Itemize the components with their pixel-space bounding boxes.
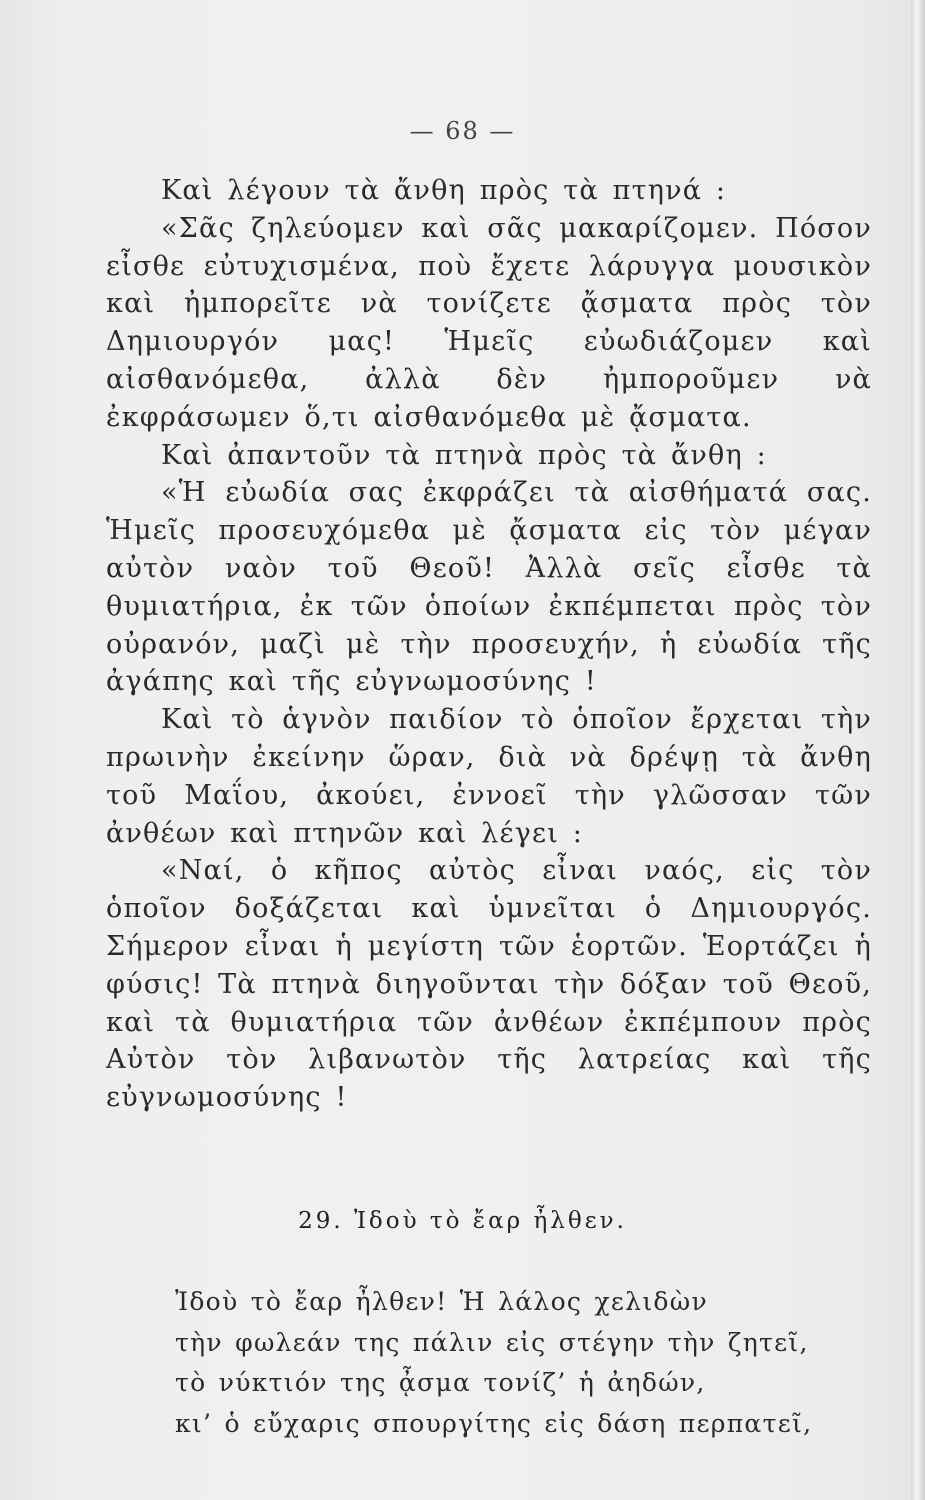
paragraph: Καὶ τὸ ἁγνὸν παιδίον τὸ ὁποῖον ἔρχεται τὴν πρωινὴν ἐκείνην ὥραν, διὰ νὰ δρέψῃ τὰ ἄνθη τοῦ Μαΐου, ἀκούει, ἐννοεῖ τὴν γλῶσσαν τῶν ἀνθέων καὶ πτηνῶν καὶ λέγει : xyxy=(106,704,872,849)
page-edge xyxy=(911,0,925,1500)
poem-line: κι’ ὁ εὔχαρις σπουργίτης εἰς δάση περπατεῖ, xyxy=(175,1408,813,1438)
paragraph: Καὶ ἀπαντοῦν τὰ πτηνὰ πρὸς τὰ ἄνθη : xyxy=(161,439,767,471)
paragraph: «Σᾶς ζηλεύομεν καὶ σᾶς μακαρίζομεν. Πόσον εἶσθε εὐτυχισμένα, ποὺ ἔχετε λάρυγγα μουσικὸν καὶ ἠμπορεῖτε νὰ τονίζετε ᾄσματα πρὸς τὸν Δημιουργόν μας! Ἡμεῖς εὐωδιάζομεν καὶ αἰσθανόμεθα, ἀλλὰ δὲν ἠμποροῦμεν νὰ ἐκφράσωμεν ὅ,τι αἰσθανόμεθα μὲ ᾄσματα. xyxy=(106,212,872,433)
paragraph: Καὶ λέγουν τὰ ἄνθη πρὸς τὰ πτηνά : xyxy=(161,175,727,206)
body-text xyxy=(106,172,872,1117)
poem-line: τὸ νύκτιόν της ᾆσμα τονίζ’ ἡ ἀηδών, xyxy=(175,1368,706,1397)
section-title: 29. Ἰδοὺ τὸ ἔαρ ἦλθεν. xyxy=(298,1208,627,1234)
poem-line: Ἰδοὺ τὸ ἔαρ ἦλθεν! Ἡ λάλος χελιδὼν xyxy=(175,1287,708,1316)
poem xyxy=(175,1282,812,1444)
paragraph: «Ἡ εὐωδία σας ἐκφράζει τὰ αἰσθήματά σας. Ἡμεῖς προσευχόμεθα μὲ ᾄσματα εἰς τὸν μέγαν αὐτὸν ναὸν τοῦ Θεοῦ! Ἀλλὰ σεῖς εἶσθε τὰ θυμιατήρια, ἐκ τῶν ὁποίων ἐκπέμπεται πρὸς τὸν οὐρανόν, μαζὶ μὲ τὴν προσευχήν, ἡ εὐωδία τῆς ἀγάπης καὶ τῆς εὐγνωμοσύνης ! xyxy=(106,477,872,698)
paragraph: «Ναί, ὁ κῆπος αὐτὸς εἶναι ναός, εἰς τὸν ὁποῖον δοξάζεται καὶ ὑμνεῖται ὁ Δημιουργός. Σήμερον εἶναι ἡ μεγίστη τῶν ἑορτῶν. Ἑορτάζει ἡ φύσις! Τὰ πτηνὰ διηγοῦνται τὴν δόξαν τοῦ Θεοῦ, καὶ τὰ θυμιατήρια τῶν ἀνθέων ἐκπέμπουν πρὸς Αὐτὸν τὸν λιβανωτὸν τῆς λατρείας καὶ τῆς εὐγνωμοσύνης ! xyxy=(106,855,872,1114)
page-number: — 68 — xyxy=(409,117,516,145)
poem-line: τὴν φωλεάν της πάλιν εἰς στέγην τὴν ζητεῖ, xyxy=(175,1327,809,1357)
